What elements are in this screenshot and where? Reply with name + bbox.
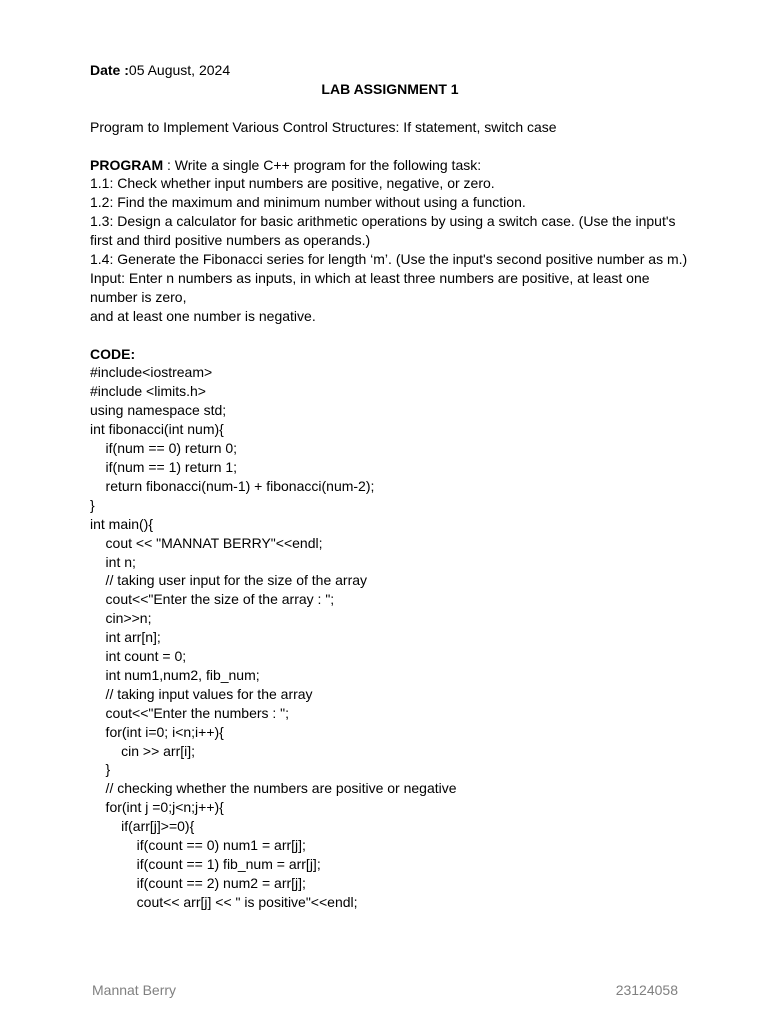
program-line bbox=[90, 156, 690, 175]
code-line: // taking input values for the array bbox=[90, 685, 313, 702]
code-line: if(arr[j]>=0){ bbox=[90, 818, 195, 835]
code-line: int arr[n]; bbox=[90, 629, 161, 646]
code-line: // checking whether the numbers are positive or negative bbox=[90, 780, 457, 797]
document-title: LAB ASSIGNMENT 1 bbox=[321, 80, 459, 97]
date-value: 05 August, 2024 bbox=[128, 62, 231, 78]
code-line: cout<<"Enter the size of the array : "; bbox=[90, 591, 335, 608]
task-item: 1.2: Find the maximum and minimum number without using a function. bbox=[90, 194, 526, 211]
code-line: for(int i=0; i<n;i++){ bbox=[90, 723, 224, 740]
code-line: // taking user input for the size of the array bbox=[90, 572, 368, 589]
code-line: } bbox=[90, 496, 95, 513]
code-line: return fibonacci(num-1) + fibonacci(num-2); bbox=[90, 477, 375, 494]
code-line: cin >> arr[i]; bbox=[90, 742, 196, 759]
code-line: int fibonacci(int num){ bbox=[90, 421, 224, 438]
task-item: 1.4: Generate the Fibonacci series for length ‘m’. (Use the input's second positive number as m.) bbox=[90, 251, 688, 268]
code-line: if(count == 1) fib_num = arr[j]; bbox=[90, 856, 321, 873]
code-line: if(num == 1) return 1; bbox=[90, 458, 238, 475]
spacer bbox=[90, 326, 690, 345]
program-text: : Write a single C++ program for the following task: bbox=[163, 156, 482, 173]
date-line bbox=[90, 61, 690, 80]
spacer bbox=[90, 99, 690, 118]
code-line: if(count == 0) num1 = arr[j]; bbox=[90, 837, 306, 854]
footer-author: Mannat Berry bbox=[92, 982, 177, 998]
code-line: if(num == 0) return 0; bbox=[90, 440, 238, 457]
task-item: Input: Enter n numbers as inputs, in which at least three numbers are positive, at least one number is zero, bbox=[90, 269, 650, 305]
code-line: cout<< arr[j] << " is positive"<<endl; bbox=[90, 893, 358, 910]
code-line: #include <limits.h> bbox=[90, 383, 206, 400]
code-line: int num1,num2, fib_num; bbox=[90, 666, 260, 683]
date-label: Date : bbox=[90, 62, 129, 78]
footer-roll-number: 23124058 bbox=[615, 982, 678, 998]
aim-statement: Program to Implement Various Control Structures: If statement, switch case bbox=[90, 118, 557, 135]
document-page bbox=[90, 61, 690, 912]
code-line: cout << "MANNAT BERRY"<<endl; bbox=[90, 534, 323, 551]
code-line: int count = 0; bbox=[90, 648, 187, 665]
code-line: if(count == 2) num2 = arr[j]; bbox=[90, 874, 306, 891]
task-item: 1.1: Check whether input numbers are positive, negative, or zero. bbox=[90, 175, 495, 192]
code-line: cin>>n; bbox=[90, 610, 152, 627]
spacer bbox=[90, 137, 690, 156]
code-line: cout<<"Enter the numbers : "; bbox=[90, 704, 290, 721]
code-line: using namespace std; bbox=[90, 402, 227, 419]
program-label: PROGRAM bbox=[90, 156, 164, 173]
code-label: CODE: bbox=[90, 345, 136, 362]
code-line: int n; bbox=[90, 553, 136, 570]
code-line: for(int j =0;j<n;j++){ bbox=[90, 799, 224, 816]
task-item: 1.3: Design a calculator for basic arithmetic operations by using a switch case. (Use the input's first and third positive numbers as operands.) bbox=[90, 213, 676, 249]
task-item: and at least one number is negative. bbox=[90, 307, 316, 324]
code-line: } bbox=[90, 761, 111, 778]
code-line: #include<iostream> bbox=[90, 364, 213, 381]
code-block bbox=[90, 363, 690, 911]
code-line: int main(){ bbox=[90, 515, 154, 532]
